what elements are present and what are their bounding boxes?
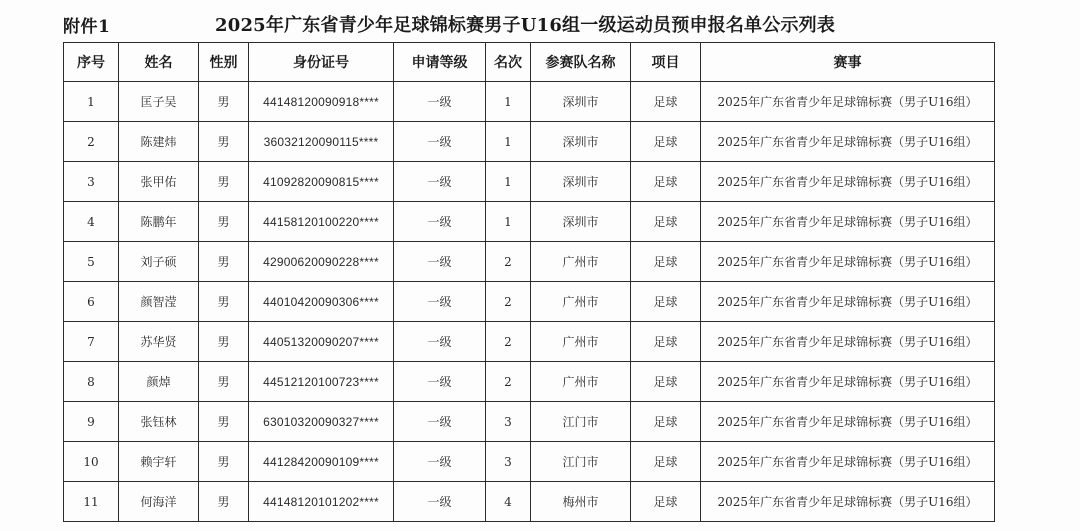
cell-rank: 2 <box>486 322 531 362</box>
cell-team: 广州市 <box>531 362 631 402</box>
cell-name: 匡子吴 <box>119 82 199 122</box>
cell-id-number: 36032120090115**** <box>249 122 394 162</box>
cell-id-number: 44512120100723**** <box>249 362 394 402</box>
cell-level: 一级 <box>394 362 486 402</box>
cell-id-number: 44158120100220**** <box>249 202 394 242</box>
table-row <box>64 282 995 322</box>
cell-level: 一级 <box>394 122 486 162</box>
attachment-label: 附件1 <box>63 17 111 37</box>
cell-sport: 足球 <box>631 82 701 122</box>
cell-level: 一级 <box>394 162 486 202</box>
cell-rank: 2 <box>486 242 531 282</box>
cell-name: 颜智滢 <box>119 282 199 322</box>
cell-gender: 男 <box>199 442 249 482</box>
cell-id-number: 44148120090918**** <box>249 82 394 122</box>
cell-gender: 男 <box>199 122 249 162</box>
cell-index: 6 <box>64 282 119 322</box>
header-name: 姓名 <box>119 43 199 82</box>
cell-level: 一级 <box>394 402 486 442</box>
cell-event: 2025年广东省青少年足球锦标赛（男子U16组） <box>701 322 995 362</box>
cell-event: 2025年广东省青少年足球锦标赛（男子U16组） <box>701 282 995 322</box>
cell-gender: 男 <box>199 162 249 202</box>
cell-id-number: 41092820090815**** <box>249 162 394 202</box>
header-sport: 项目 <box>631 43 701 82</box>
cell-id-number: 63010320090327**** <box>249 402 394 442</box>
athlete-roster-table <box>63 42 995 522</box>
cell-event: 2025年广东省青少年足球锦标赛（男子U16组） <box>701 122 995 162</box>
cell-sport: 足球 <box>631 322 701 362</box>
cell-name: 苏华贤 <box>119 322 199 362</box>
cell-gender: 男 <box>199 362 249 402</box>
cell-rank: 2 <box>486 362 531 402</box>
cell-name: 何海洋 <box>119 482 199 522</box>
cell-id-number: 44051320090207**** <box>249 322 394 362</box>
header-id-number: 身份证号 <box>249 43 394 82</box>
table-row <box>64 442 995 482</box>
cell-name: 刘子硕 <box>119 242 199 282</box>
cell-gender: 男 <box>199 82 249 122</box>
cell-name: 张甲佑 <box>119 162 199 202</box>
cell-event: 2025年广东省青少年足球锦标赛（男子U16组） <box>701 162 995 202</box>
cell-sport: 足球 <box>631 362 701 402</box>
cell-sport: 足球 <box>631 122 701 162</box>
cell-rank: 4 <box>486 482 531 522</box>
cell-event: 2025年广东省青少年足球锦标赛（男子U16组） <box>701 402 995 442</box>
cell-rank: 1 <box>486 82 531 122</box>
header-gender: 性别 <box>199 43 249 82</box>
cell-rank: 1 <box>486 162 531 202</box>
table-row <box>64 482 995 522</box>
header-index: 序号 <box>64 43 119 82</box>
cell-gender: 男 <box>199 482 249 522</box>
cell-team: 深圳市 <box>531 122 631 162</box>
cell-level: 一级 <box>394 442 486 482</box>
cell-event: 2025年广东省青少年足球锦标赛（男子U16组） <box>701 82 995 122</box>
cell-level: 一级 <box>394 482 486 522</box>
cell-event: 2025年广东省青少年足球锦标赛（男子U16组） <box>701 242 995 282</box>
cell-level: 一级 <box>394 82 486 122</box>
cell-rank: 1 <box>486 202 531 242</box>
cell-gender: 男 <box>199 242 249 282</box>
table-header-row <box>64 43 995 82</box>
cell-team: 江门市 <box>531 402 631 442</box>
cell-team: 广州市 <box>531 322 631 362</box>
cell-id-number: 42900620090228**** <box>249 242 394 282</box>
cell-event: 2025年广东省青少年足球锦标赛（男子U16组） <box>701 202 995 242</box>
cell-gender: 男 <box>199 202 249 242</box>
cell-rank: 2 <box>486 282 531 322</box>
cell-team: 深圳市 <box>531 162 631 202</box>
header-level: 申请等级 <box>394 43 486 82</box>
cell-team: 广州市 <box>531 282 631 322</box>
cell-sport: 足球 <box>631 202 701 242</box>
cell-name: 陈鹏年 <box>119 202 199 242</box>
header-event: 赛事 <box>701 43 995 82</box>
cell-id-number: 44148120101202**** <box>249 482 394 522</box>
cell-event: 2025年广东省青少年足球锦标赛（男子U16组） <box>701 362 995 402</box>
table-row <box>64 202 995 242</box>
cell-event: 2025年广东省青少年足球锦标赛（男子U16组） <box>701 442 995 482</box>
cell-sport: 足球 <box>631 162 701 202</box>
cell-event: 2025年广东省青少年足球锦标赛（男子U16组） <box>701 482 995 522</box>
cell-name: 陈建炜 <box>119 122 199 162</box>
cell-index: 11 <box>64 482 119 522</box>
cell-index: 8 <box>64 362 119 402</box>
header-team: 参赛队名称 <box>531 43 631 82</box>
cell-level: 一级 <box>394 282 486 322</box>
table-row <box>64 242 995 282</box>
cell-level: 一级 <box>394 322 486 362</box>
cell-index: 2 <box>64 122 119 162</box>
cell-index: 10 <box>64 442 119 482</box>
cell-name: 颜焯 <box>119 362 199 402</box>
cell-rank: 3 <box>486 402 531 442</box>
table-row <box>64 122 995 162</box>
cell-gender: 男 <box>199 402 249 442</box>
cell-sport: 足球 <box>631 282 701 322</box>
cell-index: 9 <box>64 402 119 442</box>
cell-index: 7 <box>64 322 119 362</box>
cell-level: 一级 <box>394 242 486 282</box>
cell-id-number: 44128420090109**** <box>249 442 394 482</box>
cell-sport: 足球 <box>631 242 701 282</box>
table-row <box>64 82 995 122</box>
table-row <box>64 362 995 402</box>
cell-team: 广州市 <box>531 242 631 282</box>
cell-index: 3 <box>64 162 119 202</box>
cell-name: 张钰林 <box>119 402 199 442</box>
cell-sport: 足球 <box>631 402 701 442</box>
cell-gender: 男 <box>199 322 249 362</box>
cell-sport: 足球 <box>631 442 701 482</box>
cell-id-number: 44010420090306**** <box>249 282 394 322</box>
cell-index: 5 <box>64 242 119 282</box>
cell-rank: 1 <box>486 122 531 162</box>
cell-team: 深圳市 <box>531 202 631 242</box>
document-title: 2025年广东省青少年足球锦标赛男子U16组一级运动员预申报名单公示列表 <box>215 15 836 36</box>
cell-index: 4 <box>64 202 119 242</box>
cell-rank: 3 <box>486 442 531 482</box>
table-row <box>64 402 995 442</box>
table-row <box>64 162 995 202</box>
cell-team: 江门市 <box>531 442 631 482</box>
cell-sport: 足球 <box>631 482 701 522</box>
cell-index: 1 <box>64 82 119 122</box>
table-row <box>64 322 995 362</box>
cell-gender: 男 <box>199 282 249 322</box>
header-rank: 名次 <box>486 43 531 82</box>
cell-team: 梅州市 <box>531 482 631 522</box>
cell-level: 一级 <box>394 202 486 242</box>
cell-name: 赖宇轩 <box>119 442 199 482</box>
cell-team: 深圳市 <box>531 82 631 122</box>
